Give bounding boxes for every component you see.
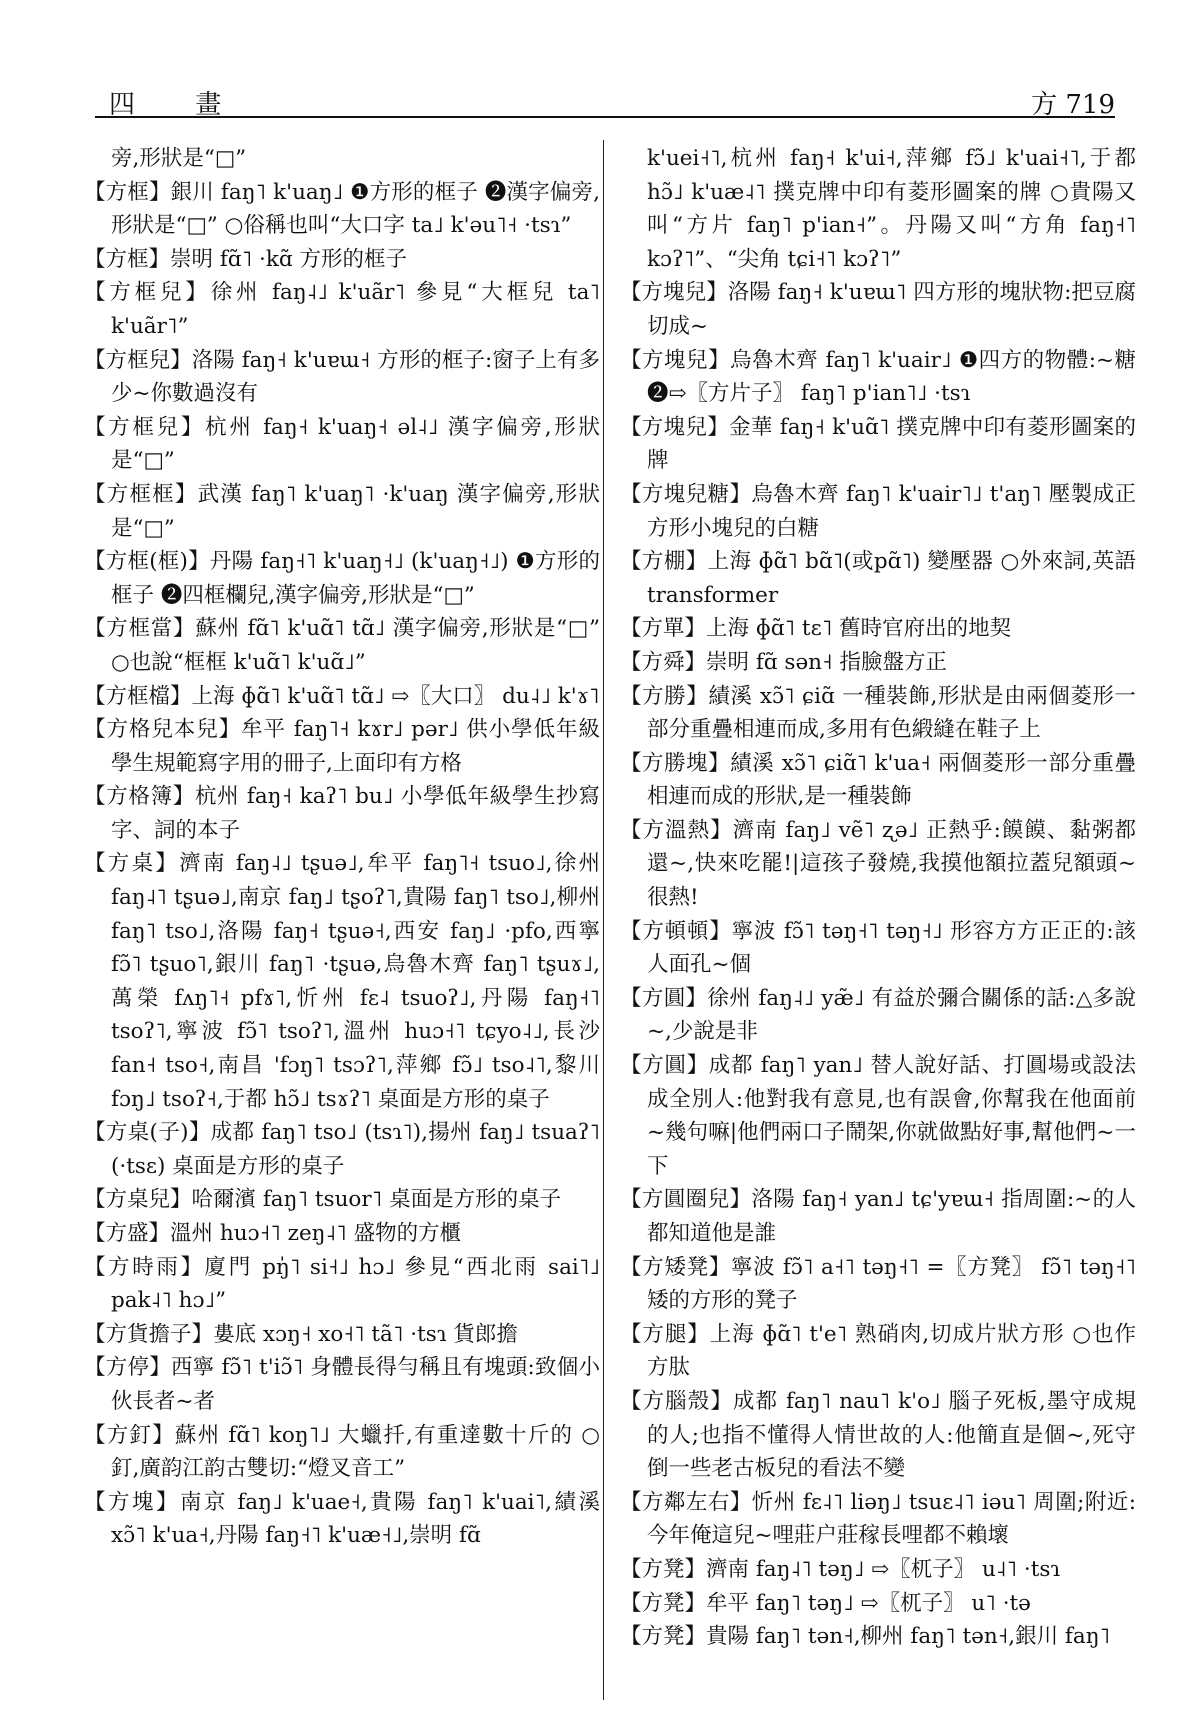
dictionary-entry	[620, 1385, 1136, 1486]
dictionary-entry	[84, 780, 600, 847]
entry-text: 旁,形狀是“□”	[111, 146, 247, 171]
dictionary-entry	[84, 176, 600, 243]
entry-headword: 【方框兒】	[84, 347, 192, 373]
entry-headword: 【方盛】	[84, 1221, 171, 1246]
entry-headword: 【方格簿】	[84, 784, 195, 810]
entry-headword: 【方釘】	[84, 1422, 175, 1448]
entry-headword: 【方腦殼】	[620, 1388, 733, 1414]
entry-text: 牟平 faŋ˥ təŋ˩ ⇨〖杌子〗 u˥ ·tə	[706, 1590, 1031, 1616]
entry-text: 蘇州 fɑ̃˥ k'uɑ̃˥ tɑ̃˩ 漢字偏旁,形狀是“□” ○也說“框框 k'uɑ̃˥ k'uɑ̃˩”	[111, 616, 600, 675]
entry-text: 西寧 fɔ̃˥ t'iɔ̃˥ 身體長得勻稱且有塊頭:致個小伙長者~者	[111, 1355, 600, 1414]
entry-text: 濟南 faŋ˨˩ tʂuə˩,牟平 faŋ˥˧ tsuo˩,徐州 faŋ˨˥ tʂuə˩,南京 faŋ˩ tʂoʔ˥,貴陽 faŋ˥ tso˩,柳州 faŋ˥ tso˩,洛陽 faŋ˧ tʂuə˧,西安 faŋ˩ ·pfo,西寧 fɔ̃˥ tʂuo˥,銀川 faŋ˥ ·tʂuə,烏魯木齊 faŋ˥ tʂuɤ˩,萬榮 fʌŋ˥˧ pfɤ˥,忻州 fɛ˨ tsuoʔ˩,丹陽 faŋ˧˥ tsoʔ˥,寧波 fɔ̃˥ tsoʔ˥,溫州 huɔ˧˥ tɕyo˨˩,長沙 fan˧ tso˧,南昌 'fɔŋ˥ tsɔʔ˥,萍鄉 fɔ̃˩ tso˨˥,黎川 fɔŋ˩ tsoʔ˧,于都 hɔ̃˩ tsɤʔ˥ 桌面是方形的桌子	[111, 851, 600, 1112]
entry-text: 銀川 faŋ˥ k'uaŋ˩ ❶方形的框子 ❷漢字偏旁,形狀是“□” ○俗稱也叫“大口字 ta˩ k'əu˥˧ ·tsɿ”	[111, 179, 600, 239]
entry-text: 上海 ɸɑ̃˥ k'uɑ̃˥ tɑ̃˩ ⇨〖大口〗 du˨˩ k'ɤ˥	[191, 683, 600, 709]
entry-headword: 【方腿】	[620, 1321, 710, 1347]
dictionary-entry	[84, 713, 600, 780]
entry-text: 濟南 faŋ˩ vẽ˥ ʐə˩ 正熱乎:饃饃、黏粥都還~,快來吃罷!|這孩子發燒,我摸他額拉蓋兒額頭~很熱!	[647, 817, 1136, 911]
entry-text: 烏魯木齊 faŋ˥ k'uair˥˩ t'aŋ˥ 壓製成正方形小塊兒的白糖	[647, 481, 1136, 541]
dictionary-entry	[84, 545, 600, 612]
entry-headword: 【方圓】	[620, 1053, 709, 1079]
page-header	[95, 72, 1115, 118]
entry-headword: 【方勝塊】	[620, 750, 731, 776]
entry-headword: 【方貨擔子】	[84, 1321, 214, 1347]
entry-text: 忻州 fɛ˨˥ liəŋ˩ tsuɛ˨˥ iəu˥ 周圍;附近:今年俺這兒~哩莊户莊稼長哩都不賴壞	[647, 1489, 1136, 1549]
entry-text: 績溪 xɔ̃˥ ɕiɑ̃ 一種裝飾,形狀是由兩個菱形一部分重疊相連而成,多用有色緞縫在鞋子上	[647, 683, 1136, 743]
dictionary-entry	[620, 411, 1136, 478]
entry-text: 崇明 fɑ̃˥ ·kɑ̃ 方形的框子	[170, 246, 407, 272]
dictionary-entry	[84, 1486, 600, 1553]
entry-headword: 【方棚】	[620, 549, 708, 575]
entry-text: 丹陽 faŋ˧˥ k'uaŋ˧˩ (k'uaŋ˧˩) ❶方形的框子 ❷四框欄兒,漢字偏旁,形狀是“□”	[111, 549, 600, 608]
dictionary-entry	[620, 1251, 1136, 1318]
entry-text: 金華 faŋ˧ k'uɑ̃˥ 撲克牌中印有菱形圖案的牌	[647, 414, 1136, 474]
dictionary-entry	[84, 1116, 600, 1183]
left-column	[84, 142, 600, 1702]
dictionary-entry	[84, 142, 600, 176]
entry-headword: 【方勝】	[620, 683, 709, 709]
dictionary-entry	[620, 276, 1136, 343]
dictionary-entry	[84, 1351, 600, 1418]
entry-headword: 【方桌(子)】	[84, 1120, 211, 1146]
header-rule	[95, 116, 1115, 118]
entry-headword: 【方塊】	[84, 1489, 181, 1515]
entry-text: 婁底 xɔŋ˧ xo˧˥ tã˥ ·tsɿ 貨郎擔	[213, 1321, 518, 1347]
entry-text: 杭州 faŋ˧ kaʔ˥ bu˩ 小學低年級學生抄寫字、詞的本子	[111, 784, 600, 843]
entry-text: 上海 ɸɑ̃˥ bɑ̃˥(或pɑ̃˥) 變壓器 ○外來詞,英語 transformer	[647, 549, 1136, 608]
dictionary-entry	[84, 276, 600, 343]
entry-headword: 【方框(框)】	[84, 549, 210, 575]
right-column	[620, 142, 1136, 1702]
section-title: 四 畫	[109, 90, 248, 120]
dictionary-entry	[84, 344, 600, 411]
entry-headword: 【方格兒本兒】	[84, 717, 242, 743]
entry-text: 南京 faŋ˩ k'uae˧,貴陽 faŋ˥ k'uai˥,績溪 xɔ̃˥ k'ua˧,丹陽 faŋ˧˥ k'uæ˧˩,崇明 fɑ̃	[111, 1489, 600, 1549]
dictionary-entry	[620, 1620, 1136, 1654]
dictionary-entry	[620, 478, 1136, 545]
dictionary-entry	[84, 243, 600, 277]
dictionary-entry	[84, 680, 600, 714]
entry-headword: 【方單】	[620, 616, 707, 642]
entry-headword: 【方圓】	[620, 985, 708, 1011]
entry-text: k'uei˧˥,杭州 faŋ˧ k'ui˧,萍鄉 fɔ̃˩ k'uai˧˥,于都 hɔ̃˩ k'uæ˨˥ 撲克牌中印有菱形圖案的牌 ○貴陽又叫“方片 faŋ˥ p'ian˧”。丹陽又叫“方角 faŋ˧˥ kɔʔ˥”、“尖角 tɕi˧˥ kɔʔ˥”	[647, 146, 1136, 272]
entry-text: 崇明 fɑ̃ sən˧ 指臉盤方正	[706, 649, 947, 675]
dictionary-entry	[84, 1318, 600, 1352]
entry-text: 洛陽 faŋ˧ k'uɐɯ˥ 四方形的塊狀物:把豆腐切成~	[647, 280, 1136, 339]
dictionary-entry	[620, 680, 1136, 747]
entry-headword: 【方塊兒糖】	[620, 481, 752, 507]
entry-headword: 【方矮凳】	[620, 1254, 731, 1280]
entry-text: 寧波 fɔ̃˥ təŋ˧˥ təŋ˧˩ 形容方方正正的:該人面孔~個	[647, 918, 1136, 978]
dictionary-entry	[620, 982, 1136, 1049]
dictionary-entry	[84, 1217, 600, 1251]
entry-headword: 【方鄰左右】	[620, 1489, 752, 1515]
entry-headword: 【方舜】	[620, 649, 707, 675]
dictionary-entry	[620, 1049, 1136, 1183]
dictionary-entry	[84, 847, 600, 1116]
entry-headword: 【方框兒】	[84, 280, 211, 306]
dictionary-entry	[620, 1587, 1136, 1621]
entry-text: 溫州 huɔ˧˥ zeŋ˨˥ 盛物的方櫃	[170, 1221, 462, 1246]
entry-headword: 【方桌】	[84, 851, 180, 877]
entry-text: 徐州 faŋ˨˩ k'uãr˥ 參見“大框兒 ta˥ k'uãr˥”	[111, 280, 600, 339]
dictionary-entry	[84, 612, 600, 679]
entry-text: 上海 ɸɑ̃˥ tɛ˥ 舊時官府出的地契	[706, 616, 1012, 642]
entry-headword: 【方凳】	[620, 1624, 707, 1650]
entry-text: 洛陽 faŋ˧ k'uɐɯ˧ 方形的框子:窗子上有多少~你數過沒有	[111, 347, 600, 407]
dictionary-entry	[620, 915, 1136, 982]
entry-text: 杭州 faŋ˧ k'uaŋ˧ əl˨˩ 漢字偏旁,形狀是“□”	[111, 414, 600, 474]
entry-text: 成都 faŋ˥ tso˩ (tsɿ˥),揚州 faŋ˩ tsuaʔ˥ (·tsɛ) 桌面是方形的桌子	[111, 1120, 600, 1179]
dictionary-entry	[620, 612, 1136, 646]
dictionary-entry	[620, 142, 1136, 276]
entry-headword: 【方溫熱】	[620, 817, 733, 843]
entry-headword: 【方圓圈兒】	[620, 1187, 752, 1213]
entry-text: 牟平 faŋ˥˧ kɤr˩ pər˩ 供小學低年級學生規範寫字用的冊子,上面印有方格	[111, 717, 600, 776]
dictionary-entry	[620, 1486, 1136, 1553]
entry-text: 寧波 fɔ̃˥ a˧˥ təŋ˧˥ =〖方凳〗 fɔ̃˥ təŋ˧˥ 矮的方形的凳子	[647, 1254, 1136, 1314]
dictionary-entry	[84, 1419, 600, 1486]
entry-headword: 【方框兒】	[84, 414, 206, 440]
dictionary-entry	[84, 1183, 600, 1217]
entry-headword: 【方框】	[84, 246, 171, 272]
page-number-heading: 方 719	[1031, 90, 1115, 120]
column-divider	[603, 140, 604, 1700]
entry-headword: 【方時雨】	[84, 1254, 205, 1280]
entry-text: 上海 ɸɑ̃˥ t'e˥ 熟硝肉,切成片狀方形 ○也作方肽	[647, 1321, 1136, 1381]
dictionary-entry	[84, 478, 600, 545]
entry-text: 貴陽 faŋ˥ tən˧,柳州 faŋ˥ tən˧,銀川 faŋ˥	[706, 1624, 1111, 1650]
dictionary-entry	[620, 1183, 1136, 1250]
entry-text: 洛陽 faŋ˧ yan˩ tɕ'yɐɯ˧ 指周圍:~的人都知道他是誰	[647, 1187, 1136, 1246]
entry-text: 蘇州 fɑ̃˥ koŋ˥˩ 大蠟扦,有重達數十斤的 ○釘,廣韵江韵古雙切:“燈叉音工”	[111, 1422, 600, 1482]
entry-headword: 【方框當】	[84, 616, 196, 642]
dictionary-entry	[620, 344, 1136, 411]
entry-text: 廈門 pŋ̍˥ si˧˩ hɔ˩ 參見“西北雨 sai˥˩ pak˨˥ hɔ˩”	[111, 1254, 600, 1314]
entry-text: 濟南 faŋ˨˥ təŋ˩ ⇨〖杌子〗 u˨˥ ·tsɿ	[706, 1556, 1061, 1582]
entry-headword: 【方凳】	[620, 1556, 707, 1582]
entry-headword: 【方塊兒】	[620, 280, 728, 306]
entry-headword: 【方停】	[84, 1355, 171, 1381]
entry-text: 武漢 faŋ˥ k'uaŋ˥ ·k'uaŋ 漢字偏旁,形狀是“□”	[111, 481, 600, 541]
entry-text: 成都 faŋ˥ yan˩ 替人說好話、打圓場或設法成全別人:他對我有意見,也有誤會,你幫我在他面前~幾句嘛|他們兩口子鬧架,你就做點好事,幫他們~一下	[647, 1053, 1136, 1179]
entry-headword: 【方凳】	[620, 1590, 707, 1616]
dictionary-entry	[620, 814, 1136, 915]
entry-text: 成都 faŋ˥ nau˥ k'o˩ 腦子死板,墨守成規的人;也指不懂得人情世故的人:他簡直是個~,死守倒一些老古板兒的看法不變	[647, 1388, 1136, 1482]
dictionary-entry	[84, 411, 600, 478]
entry-headword: 【方框框】	[84, 481, 198, 507]
dictionary-entry	[620, 1553, 1136, 1587]
entry-text: 徐州 faŋ˨˩ yæ̃˩ 有益於彌合關係的話:△多說~,少說是非	[647, 985, 1136, 1045]
entry-text: 哈爾濱 faŋ˥ tsuor˥ 桌面是方形的桌子	[191, 1187, 562, 1213]
entry-headword: 【方框檔】	[84, 683, 192, 709]
dictionary-entry	[620, 1318, 1136, 1385]
entry-headword: 【方塊兒】	[620, 414, 730, 440]
dictionary-entry	[620, 545, 1136, 612]
entry-headword: 【方塊兒】	[620, 347, 731, 373]
entry-headword: 【方頓頓】	[620, 918, 732, 944]
entry-text: 績溪 xɔ̃˥ ɕiɑ̃˥ k'ua˧ 兩個菱形一部分重疊相連而成的形狀,是一種裝飾	[647, 750, 1136, 810]
entry-headword: 【方框】	[84, 179, 171, 205]
dictionary-entry	[620, 747, 1136, 814]
dictionary-entry	[84, 1251, 600, 1318]
entry-text: 烏魯木齊 faŋ˥ k'uair˩ ❶四方的物體:~糖 ❷⇨〖方片子〗 faŋ˥ p'ian˥˩ ·tsɿ	[647, 347, 1136, 407]
dictionary-entry	[620, 646, 1136, 680]
entry-headword: 【方桌兒】	[84, 1187, 192, 1213]
